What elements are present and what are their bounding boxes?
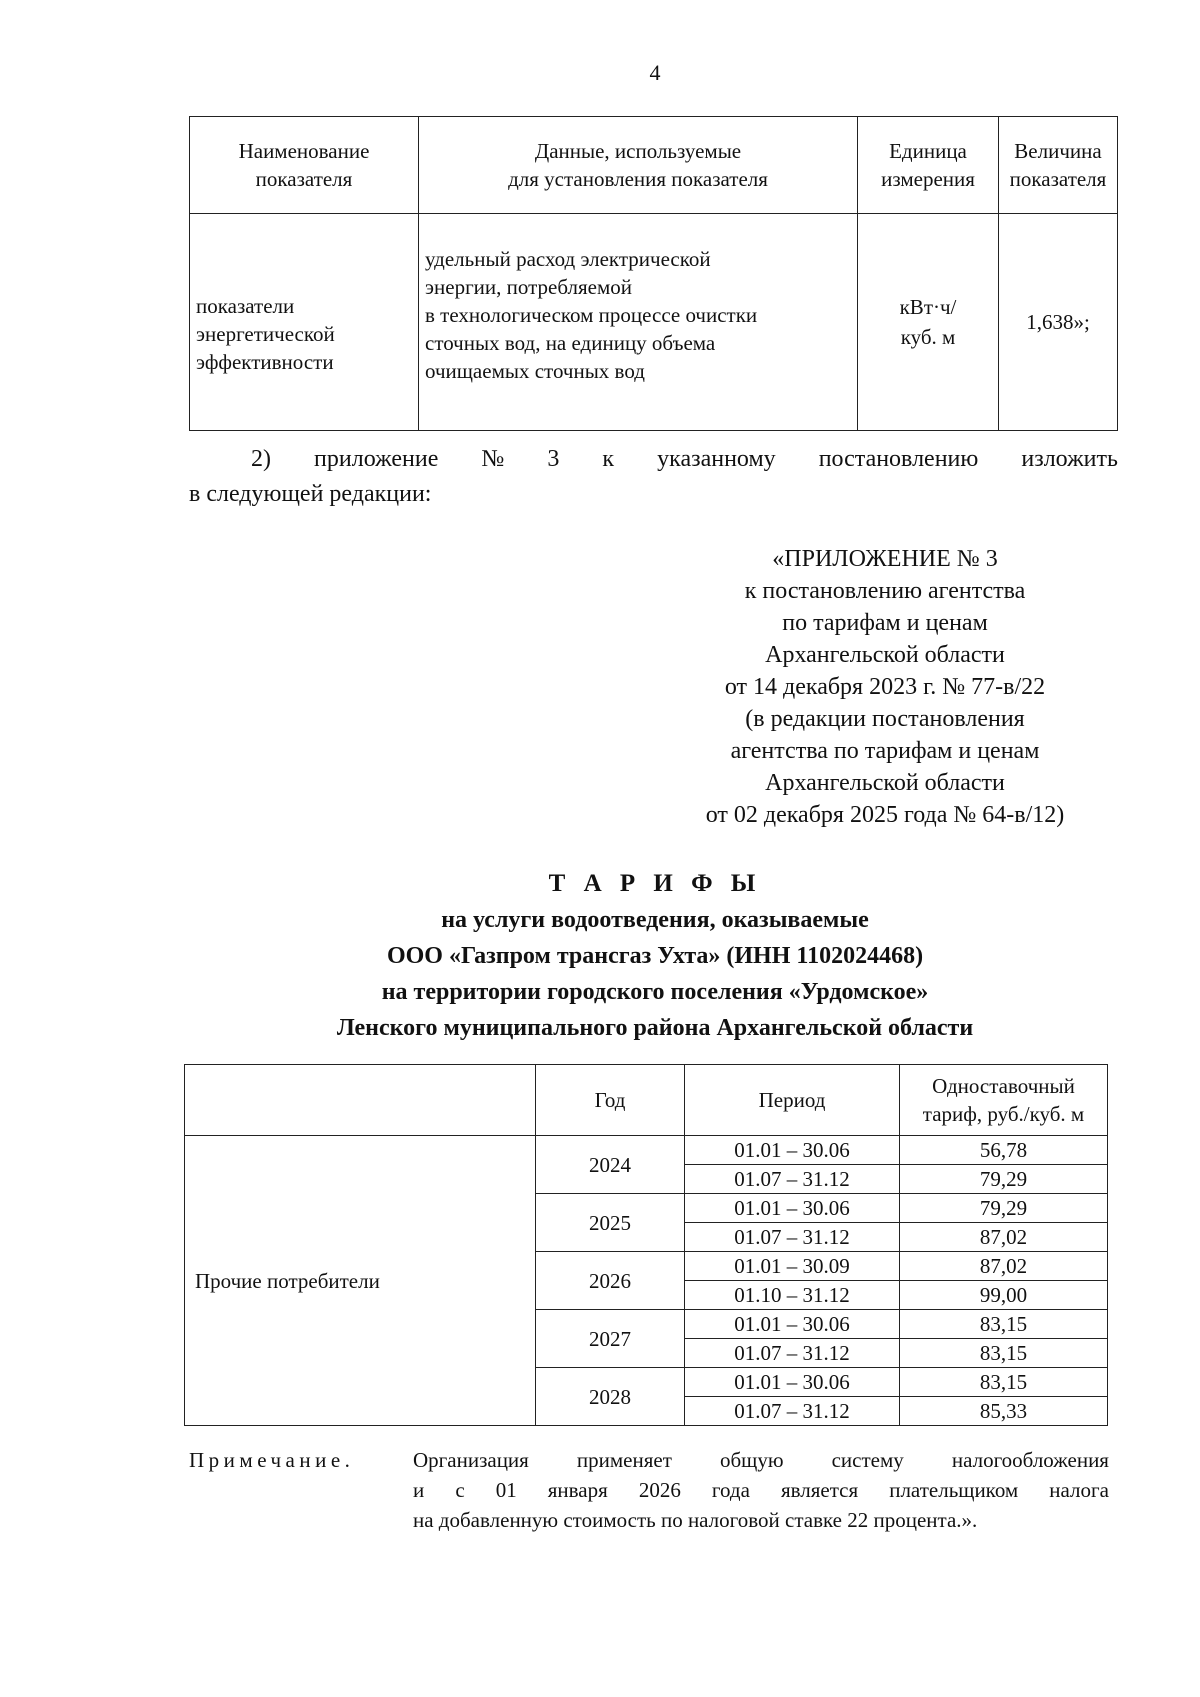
tariff-cell: 87,02 — [900, 1252, 1108, 1281]
indicator-data-cell: удельный расход электрической энергии, потребляемой в технологическом процессе очистки сточных вод, на единицу объема очищаемых сточных вод — [419, 214, 858, 431]
period-cell: 01.07 – 31.12 — [685, 1397, 900, 1426]
tariff-cell: 83,15 — [900, 1339, 1108, 1368]
indicator-table — [189, 116, 1118, 431]
period-cell: 01.07 – 31.12 — [685, 1223, 900, 1252]
indicator-unit-cell: кВт·ч/ куб. м — [858, 214, 999, 431]
tariff-heading: Т А Р И Ф Ы на услуги водоотведения, оказываемые ООО «Газпром трансгаз Ухта» (ИНН 1102024468) на территории городского поселения «Урдомское» Ленского муниципального района Архангельской области — [0, 866, 1200, 1046]
period-cell: 01.10 – 31.12 — [685, 1281, 900, 1310]
header-value: Величина показателя — [999, 117, 1118, 214]
period-cell: 01.07 – 31.12 — [685, 1339, 900, 1368]
header-indicator-name: Наименование показателя — [190, 117, 419, 214]
indicator-name-cell: показатели энергетической эффективности — [190, 214, 419, 431]
indicator-value-cell: 1,638»; — [999, 214, 1118, 431]
tariff-cell: 83,15 — [900, 1310, 1108, 1339]
period-cell: 01.01 – 30.06 — [685, 1368, 900, 1397]
header-tariff: Одноставочный тариф, руб./куб. м — [900, 1065, 1108, 1136]
tariff-cell: 79,29 — [900, 1194, 1108, 1223]
period-cell: 01.01 – 30.06 — [685, 1310, 900, 1339]
year-cell: 2028 — [536, 1368, 685, 1426]
tariff-title: Т А Р И Ф Ы — [548, 870, 762, 897]
period-cell: 01.01 – 30.06 — [685, 1194, 900, 1223]
tariff-cell: 87,02 — [900, 1223, 1108, 1252]
year-cell: 2025 — [536, 1194, 685, 1252]
tariff-header-row — [185, 1065, 1108, 1136]
year-cell: 2026 — [536, 1252, 685, 1310]
tariff-cell: 99,00 — [900, 1281, 1108, 1310]
page-number: 4 — [649, 60, 661, 85]
period-cell: 01.07 – 31.12 — [685, 1165, 900, 1194]
note-text — [413, 1445, 1109, 1535]
tariff-cell: 79,29 — [900, 1165, 1108, 1194]
note-line-1: Организация применяет общую систему налогообложения — [413, 1448, 1109, 1472]
header-unit: Единица измерения — [858, 117, 999, 214]
header-period: Период — [685, 1065, 900, 1136]
tariff-cell: 56,78 — [900, 1136, 1108, 1165]
header-indicator-data: Данные, используемые для установления показателя — [419, 117, 858, 214]
year-cell: 2027 — [536, 1310, 685, 1368]
note-label: Примечание. — [189, 1448, 355, 1472]
period-cell: 01.01 – 30.06 — [685, 1136, 900, 1165]
paragraph-line-1: 2) приложение № 3 к указанному постановлению изложить — [251, 446, 1118, 472]
tariff-table — [184, 1064, 1108, 1426]
year-cell: 2024 — [536, 1136, 685, 1194]
note-line-2: и с 01 января 2026 года является плательщиком налога — [413, 1478, 1109, 1502]
appendix-block: «ПРИЛОЖЕНИЕ № 3 к постановлению агентства по тарифам и ценам Архангельской области от 14 декабря 2023 г. № 77-в/22 (в редакции постановления агентства по тарифам и ценам Архангельской области от 02 декабря 2025 года № 64-в/12) — [705, 546, 1065, 828]
period-cell: 01.01 – 30.09 — [685, 1252, 900, 1281]
note-line-3: на добавленную стоимость по налоговой ставке 22 процента.». — [413, 1508, 978, 1532]
indicator-row — [190, 214, 1118, 431]
header-consumer — [185, 1065, 536, 1136]
tariff-cell: 85,33 — [900, 1397, 1108, 1426]
consumer-cell: Прочие потребители — [185, 1136, 536, 1426]
table-row — [185, 1136, 1108, 1165]
header-year: Год — [536, 1065, 685, 1136]
indicator-table-header-row — [190, 117, 1118, 214]
amendment-paragraph — [189, 442, 1118, 512]
paragraph-line-2: в следующей редакции: — [189, 481, 432, 507]
tariff-cell: 83,15 — [900, 1368, 1108, 1397]
